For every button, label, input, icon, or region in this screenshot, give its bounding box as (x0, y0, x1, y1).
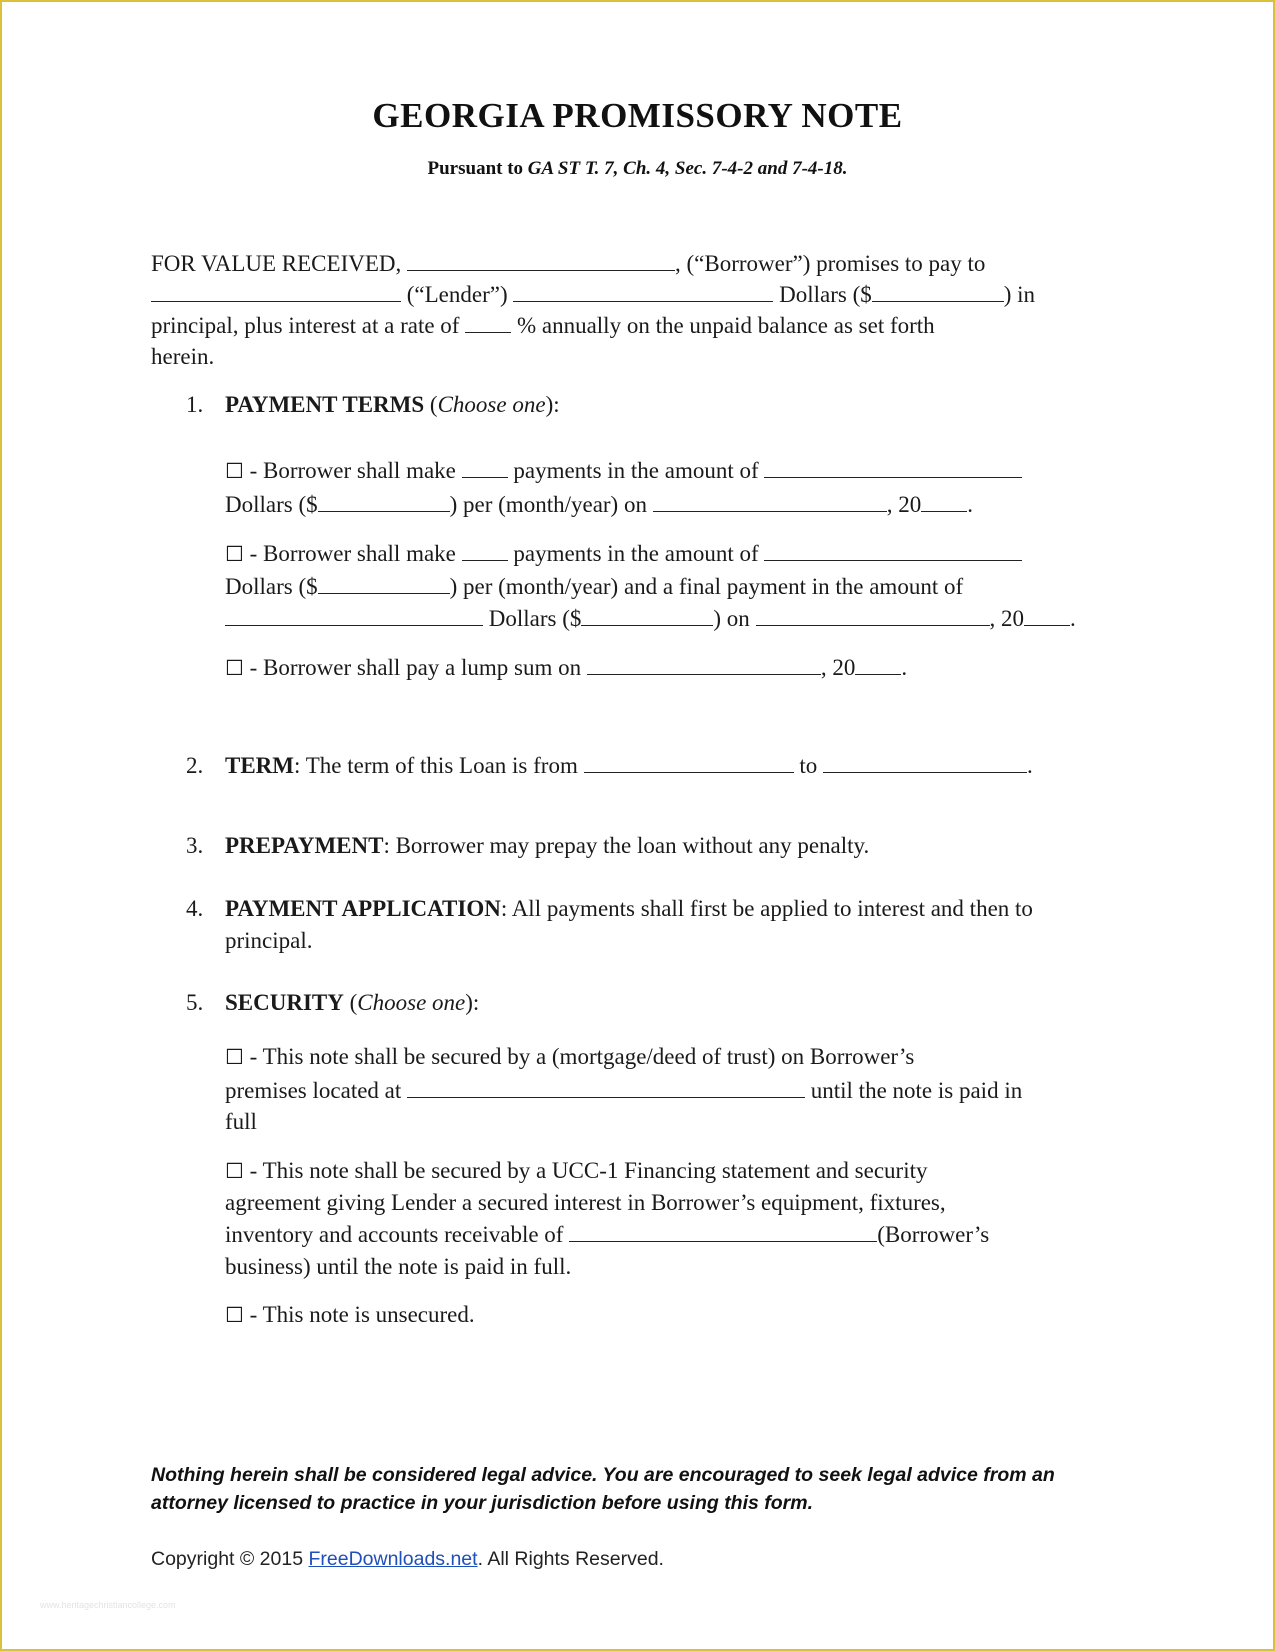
payment-amount-words-blank[interactable] (764, 476, 1022, 478)
option-text: Dollars ($ (225, 492, 318, 517)
section-number: 3. (186, 833, 204, 858)
option-text: - This note shall be secured by a UCC-1 Financing statement and security (249, 1158, 928, 1183)
option-text: (Borrower’s (877, 1222, 990, 1247)
payment-option-2-line-3 (225, 606, 1076, 632)
option-text: premises located at (225, 1078, 402, 1103)
borrower-business-blank[interactable] (569, 1240, 877, 1242)
section-4-line-2: principal. (225, 928, 313, 953)
option-text: Dollars ($ (225, 574, 318, 599)
intro-text: (“Lender”) (406, 282, 508, 307)
section-5-heading: SECURITY (Choose one): (225, 990, 480, 1015)
checkbox-icon[interactable]: ☐ (225, 1303, 244, 1327)
intro-text: ) in (1003, 282, 1036, 307)
payment-option-1-line-1 (225, 458, 1022, 484)
subtitle-citation: GA ST T. 7, Ch. 4, Sec. 7-4-2 and 7-4-18. (527, 158, 848, 179)
payment-date-blank[interactable] (653, 510, 887, 512)
security-option-1-line-2 (225, 1078, 1022, 1104)
option-text: , 20 (820, 655, 856, 680)
option-text: ) on (713, 606, 750, 631)
subtitle-prefix: Pursuant to (427, 158, 524, 179)
security-option-2-line-3 (225, 1222, 989, 1248)
premises-address-blank[interactable] (407, 1096, 805, 1098)
choose-one: Choose one (357, 990, 466, 1015)
intro-text: % annually on the unpaid balance as set forth (516, 313, 935, 338)
payment-amount-number-blank[interactable] (318, 592, 450, 594)
checkbox-icon[interactable]: ☐ (225, 656, 244, 680)
intro-text: Dollars ($ (779, 282, 872, 307)
option-text: , 20 (886, 492, 922, 517)
option-text: ) per (month/year) and a final payment in the amount of (449, 574, 964, 599)
intro-text: , (“Borrower”) promises to pay to (675, 251, 986, 276)
option-text: payments in the amount of (513, 541, 759, 566)
option-text: inventory and accounts receivable of (225, 1222, 564, 1247)
disclaimer-line-1: Nothing herein shall be considered legal advice. You are encouraged to seek legal advice from an (151, 1464, 1055, 1486)
final-payment-date-blank[interactable] (756, 624, 990, 626)
final-payment-number-blank[interactable] (581, 624, 713, 626)
section-heading: PREPAYMENT (225, 833, 384, 858)
section-text: : All payments shall first be applied to interest and then to (500, 896, 1033, 921)
payment-option-2-line-2 (225, 574, 963, 600)
document-title: GEORGIA PROMISSORY NOTE (372, 96, 903, 135)
option-text: - This note is unsecured. (249, 1302, 475, 1327)
option-text: - This note shall be secured by a (mortgage/deed of trust) on Borrower’s (249, 1044, 915, 1069)
payment-option-2-line-1 (225, 541, 1022, 567)
section-number: 4. (186, 896, 204, 921)
document-subtitle (0, 158, 1275, 180)
payment-year-blank[interactable] (921, 510, 967, 512)
term-end-blank[interactable] (823, 771, 1027, 773)
intro-line-2 (151, 282, 1035, 308)
freedownloads-link[interactable]: FreeDownloads.net (308, 1548, 478, 1570)
option-text: . (1070, 606, 1076, 631)
security-option-1-line-1 (225, 1044, 914, 1070)
lump-sum-date-blank[interactable] (587, 673, 821, 675)
security-option-1-line-3: full (225, 1109, 257, 1134)
option-text: . (901, 655, 908, 680)
option-text: - Borrower shall pay a lump sum on (249, 655, 582, 680)
section-heading: PAYMENT TERMS (225, 392, 425, 417)
intro-line-3 (151, 313, 935, 339)
security-option-2-line-2: agreement giving Lender a secured interest in Borrower’s equipment, fixtures, (225, 1190, 946, 1215)
copyright-prefix: Copyright © 2015 (151, 1548, 304, 1570)
option-text: Dollars ($ (488, 606, 582, 631)
watermark: www.heritagechristiancollege.com (40, 1600, 176, 1610)
lender-name-blank[interactable] (151, 300, 401, 302)
intro-text: FOR VALUE RECEIVED, (151, 251, 402, 276)
section-heading: PAYMENT APPLICATION (225, 896, 501, 921)
section-heading: SECURITY (225, 990, 344, 1015)
section-4-payment-application (225, 896, 1033, 922)
checkbox-icon[interactable]: ☐ (225, 1159, 244, 1183)
copyright-suffix: . All Rights Reserved. (477, 1548, 664, 1570)
section-number: 2. (186, 753, 204, 778)
amount-number-blank[interactable] (872, 300, 1004, 302)
security-option-2-line-4: business) until the note is paid in full. (225, 1254, 572, 1279)
term-start-blank[interactable] (584, 771, 794, 773)
final-payment-year-blank[interactable] (1024, 624, 1070, 626)
intro-line-4 (151, 344, 214, 370)
section-number: 1. (186, 392, 204, 417)
final-payment-words-blank[interactable] (225, 624, 483, 626)
intro-text: herein. (151, 344, 215, 369)
payments-count-blank[interactable] (462, 559, 508, 561)
section-3-prepayment (225, 833, 869, 859)
disclaimer-line-2: attorney licensed to practice in your jurisdiction before using this form. (151, 1492, 814, 1514)
option-text: , 20 (989, 606, 1025, 631)
section-text: to (799, 753, 818, 778)
payment-amount-number-blank[interactable] (318, 510, 450, 512)
payment-option-3-line-1 (225, 655, 907, 681)
payments-count-blank[interactable] (462, 476, 508, 478)
section-1-heading: PAYMENT TERMS (Choose one): (225, 392, 560, 417)
section-2-term (225, 753, 1033, 779)
intro-line-1 (151, 251, 985, 277)
checkbox-icon[interactable]: ☐ (225, 1045, 244, 1069)
borrower-name-blank[interactable] (407, 269, 675, 271)
checkbox-icon[interactable]: ☐ (225, 459, 244, 483)
lump-sum-year-blank[interactable] (855, 673, 901, 675)
choose-one: Choose one (437, 392, 546, 417)
option-text: - Borrower shall make (249, 458, 456, 483)
section-heading: TERM (225, 753, 294, 778)
option-text: - Borrower shall make (249, 541, 456, 566)
payment-amount-words-blank[interactable] (764, 559, 1022, 561)
section-text: : The term of this Loan is from (294, 753, 578, 778)
option-text: until the note is paid in (810, 1078, 1023, 1103)
option-text: ) per (month/year) on (449, 492, 647, 517)
section-number: 5. (186, 990, 204, 1015)
amount-words-blank[interactable] (513, 300, 773, 302)
option-text: . (967, 492, 973, 517)
security-option-2-line-1 (225, 1158, 928, 1184)
payment-option-1-line-2 (225, 492, 973, 518)
copyright-notice (151, 1548, 664, 1571)
intro-text: principal, plus interest at a rate of (151, 313, 460, 338)
security-option-3-line-1 (225, 1302, 475, 1328)
option-text: payments in the amount of (513, 458, 759, 483)
section-text: : Borrower may prepay the loan without any penalty. (383, 833, 870, 858)
checkbox-icon[interactable]: ☐ (225, 542, 244, 566)
section-text: . (1026, 753, 1033, 778)
interest-rate-blank[interactable] (465, 331, 511, 333)
